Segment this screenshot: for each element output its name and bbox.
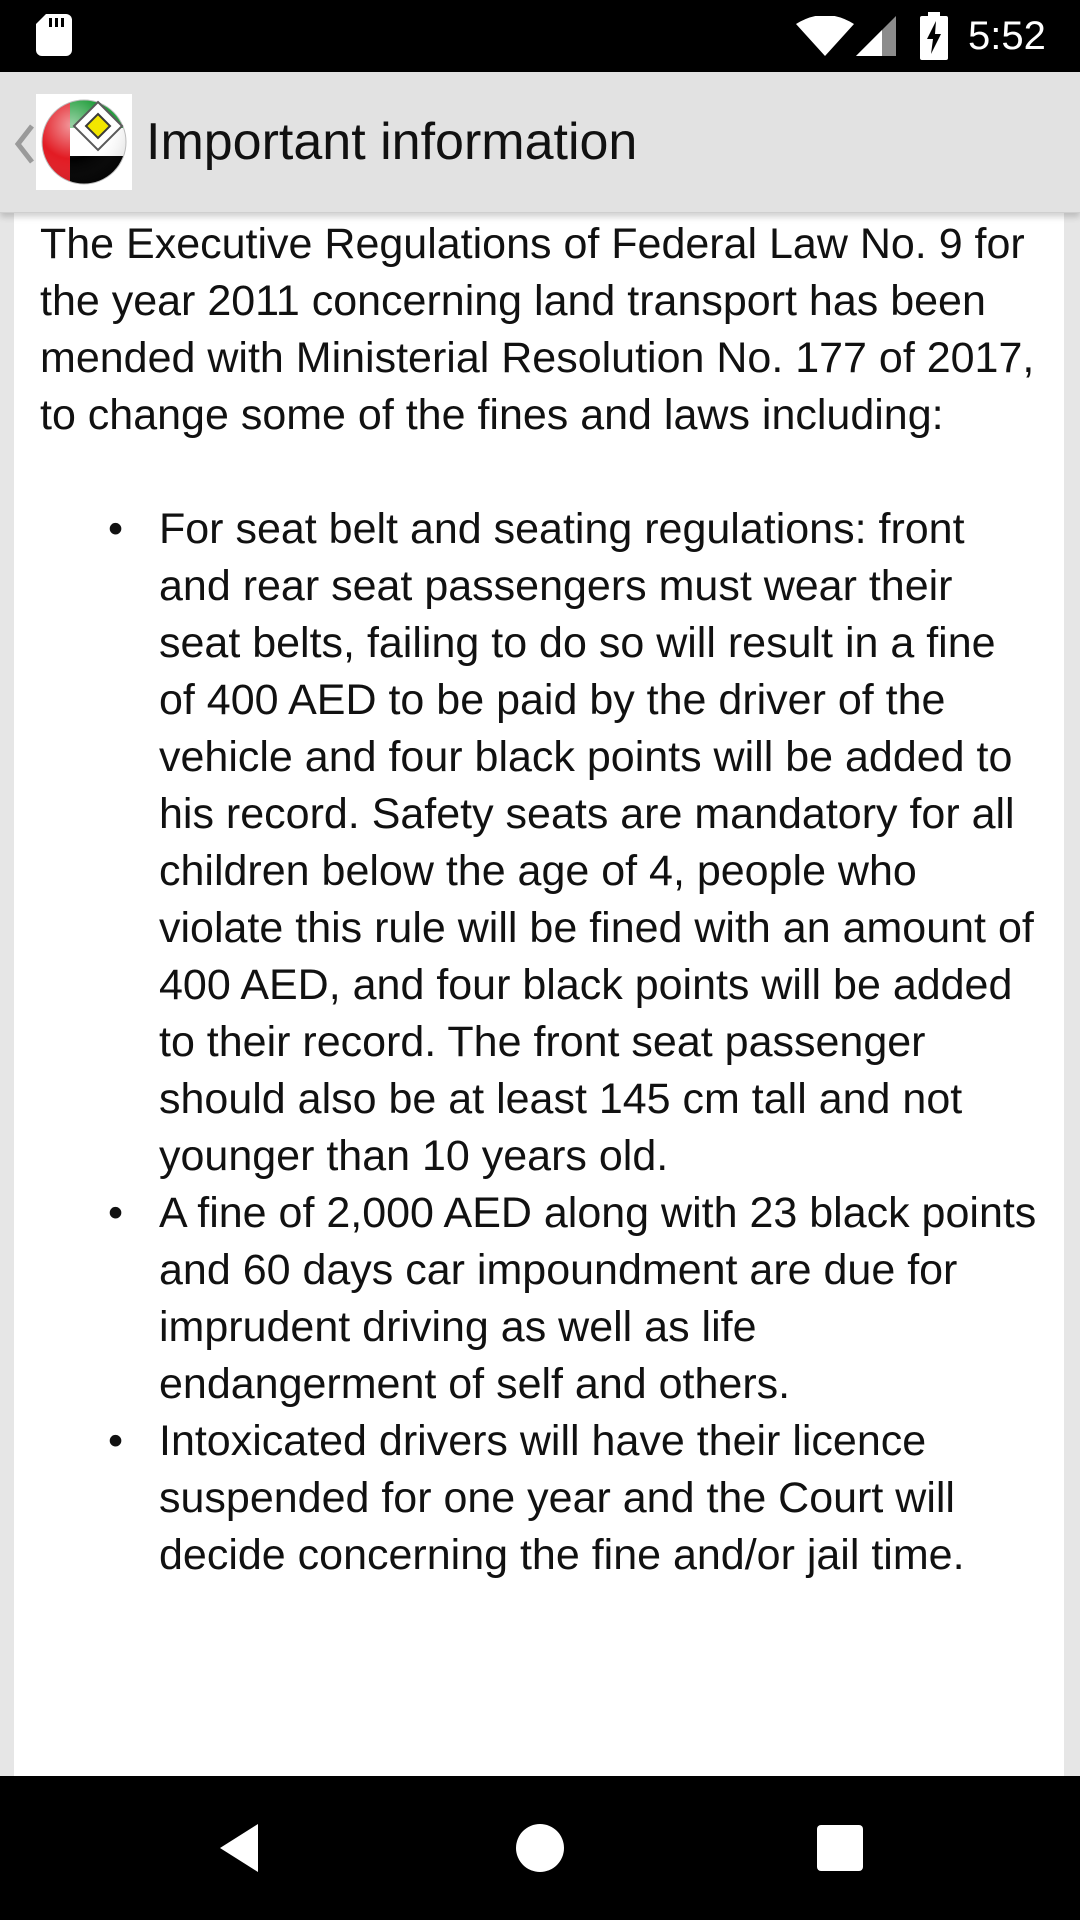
content-card bbox=[14, 212, 1064, 1776]
wifi-icon bbox=[796, 16, 854, 56]
list-item-text: A fine of 2,000 AED along with 23 black points and 60 days car impoundment are due for imprudent driving as well as life endangerment of self and others. bbox=[159, 1189, 1037, 1408]
list-item bbox=[40, 1413, 1039, 1584]
rules-list bbox=[40, 501, 1050, 1584]
status-bar bbox=[0, 0, 1080, 72]
list-item bbox=[40, 501, 1039, 1185]
list-item bbox=[40, 1185, 1039, 1413]
intro-paragraph: The Executive Regulations of Federal Law No. 9 for the year 2011 concerning land transport has been mended with Ministerial Resolution No. 177 of 2017, to change some of the fines and laws including: bbox=[40, 220, 1035, 439]
uae-flag-logo-icon bbox=[36, 94, 132, 190]
bullet-icon: • bbox=[108, 1417, 124, 1465]
battery-charging-icon bbox=[920, 12, 948, 60]
list-item-text: For seat belt and seating regulations: front and rear seat passengers must wear their seat belts, failing to do so will result in a fine of 400 AED to be paid by the driver of the vehicle and four black points will be added to his record. Safety seats are mandatory for all children below the age of 4, people who violate this rule will be fined with an amount of 400 AED, and four black points will be added to their record. The front seat passenger should also be at least 145 cm tall and not younger than 10 years old. bbox=[159, 505, 1034, 1180]
article-body bbox=[40, 216, 1050, 1584]
bullet-icon: • bbox=[108, 505, 124, 553]
chevron-left-icon[interactable] bbox=[10, 120, 38, 168]
content-scroll-area[interactable] bbox=[0, 212, 1080, 1776]
bullet-icon: • bbox=[108, 1189, 124, 1237]
app-logo bbox=[36, 94, 132, 190]
home-circle-icon[interactable] bbox=[504, 1812, 576, 1884]
back-triangle-icon[interactable] bbox=[204, 1812, 276, 1884]
recents-square-icon[interactable] bbox=[804, 1812, 876, 1884]
navigation-bar bbox=[0, 1776, 1080, 1920]
app-bar bbox=[0, 72, 1080, 213]
status-time: 5:52 bbox=[968, 14, 1046, 58]
list-item-text: Intoxicated drivers will have their licence suspended for one year and the Court will decide concerning the fine and/or jail time. bbox=[159, 1417, 965, 1579]
page-title: Important information bbox=[146, 113, 638, 171]
sd-card-icon bbox=[36, 14, 72, 56]
cell-signal-icon bbox=[856, 16, 896, 56]
